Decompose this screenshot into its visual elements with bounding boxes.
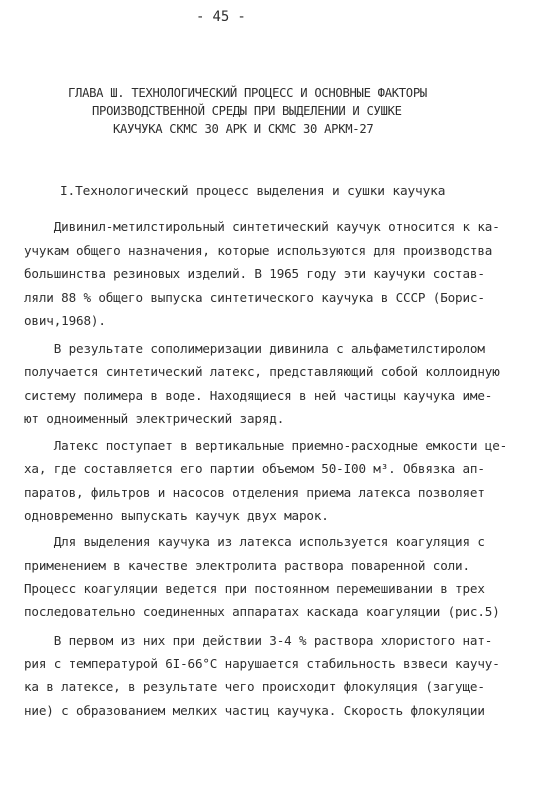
paragraph-line: Для выделения каучука из латекса используется коагуляция с bbox=[24, 534, 485, 549]
paragraph-line: одновременно выпускать каучук двух марок. bbox=[24, 508, 329, 523]
paragraph-line: В первом из них при действии 3-4 % раствора хлористого нат- bbox=[24, 633, 493, 648]
paragraph-line: рия с температурой 6I-66°C нарушается стабильность взвеси каучу- bbox=[24, 656, 500, 671]
chapter-heading-line: ГЛАВА Ш. ТЕХНОЛОГИЧЕСКИЙ ПРОЦЕСС И ОСНОВНЫЕ ФАКТОРЫ bbox=[68, 86, 427, 100]
section-title: I.Технологический процесс выделения и сушки каучука bbox=[60, 184, 446, 199]
chapter-heading-line: КАУЧУКА СКМС 30 АРК И СКМС 30 АРКМ-27 bbox=[113, 122, 374, 136]
paragraph-line: Дивинил-метилстирольный синтетический каучук относится к ка- bbox=[24, 219, 500, 234]
paragraph-line: последовательно соединенных аппаратах каскада коагуляции (рис.5) bbox=[24, 604, 500, 619]
paragraph-line: ние) с образованием мелких частиц каучука. Скорость флокуляции bbox=[24, 703, 485, 718]
paragraph-line: ют одноименный электрический заряд. bbox=[24, 411, 285, 426]
paragraph-line: большинства резиновых изделий. В 1965 году эти каучуки состав- bbox=[24, 266, 485, 281]
paragraph-line: В результате сополимеризации дивинила с альфаметилстиролом bbox=[24, 341, 485, 356]
paragraph-line: систему полимера в воде. Находящиеся в ней частицы каучука име- bbox=[24, 388, 493, 403]
page-number: - 45 - bbox=[196, 9, 246, 25]
paragraph-line: получается синтетический латекс, представляющий собой коллоидную bbox=[24, 364, 500, 379]
paragraph-line: Латекс поступает в вертикальные приемно-расходные емкости це- bbox=[24, 438, 508, 453]
paragraph-line: ович,1968). bbox=[24, 313, 106, 328]
paragraph-line: ляли 88 % общего выпуска синтетического каучука в СССР (Борис- bbox=[24, 290, 485, 305]
paragraph-line: учукам общего назначения, которые используются для производства bbox=[24, 243, 493, 258]
paragraph-line: ха, где составляется его партии объемом 50-I00 м³. Обвязка ап- bbox=[24, 461, 485, 476]
paragraph-line: Процесс коагуляции ведется при постоянном перемешивании в трех bbox=[24, 581, 485, 596]
paragraph-line: ка в латексе, в результате чего происходит флокуляция (загуще- bbox=[24, 679, 485, 694]
paragraph-line: применением в качестве электролита раствора поваренной соли. bbox=[24, 558, 470, 573]
chapter-heading-line: ПРОИЗВОДСТВЕННОЙ СРЕДЫ ПРИ ВЫДЕЛЕНИИ И СУШКЕ bbox=[92, 104, 402, 118]
paragraph-line: паратов, фильтров и насосов отделения приема латекса позволяет bbox=[24, 485, 485, 500]
